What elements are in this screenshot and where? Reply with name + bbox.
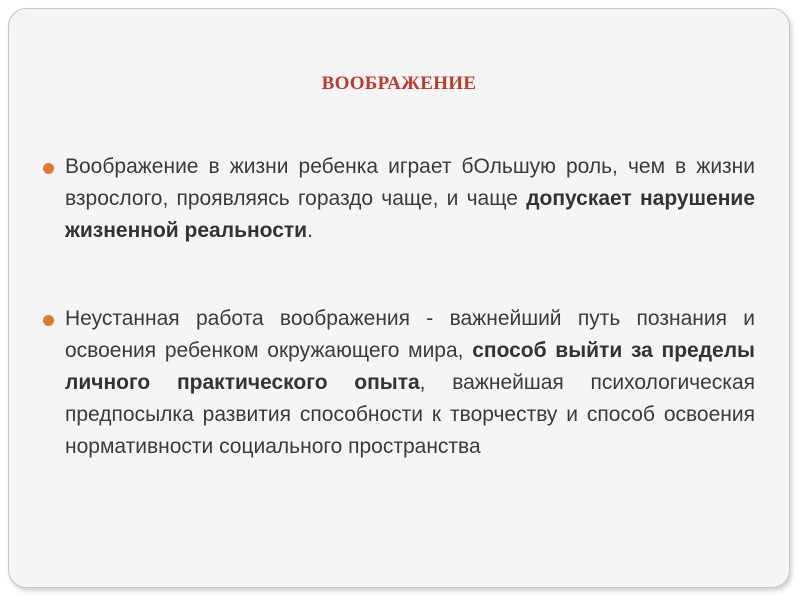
bullet-bold-text: способ выйти за пределы личного практического опыта — [65, 339, 755, 394]
slide — [8, 8, 790, 588]
bullet-text: Воображение в жизни ребенка играет бОльшую роль, чем в жизни взрослого, проявляясь гораздо чаще, и чаще — [65, 155, 755, 210]
bullet-item-1 — [65, 151, 755, 247]
bullet-text-end: , важнейшая психологическая предпосылка развития способности к творчеству и способ освоения нормативности социального пространства — [65, 371, 755, 458]
bullet-marker-icon — [43, 163, 54, 174]
bullet-text-end: . — [307, 219, 313, 242]
bullet-marker-icon — [43, 315, 54, 326]
bullet-item-2 — [65, 303, 755, 463]
slide-title: ВООБРАЖЕНИЕ — [321, 73, 477, 94]
bullet-bold-text: допускает нарушение жизненной реальности — [65, 187, 756, 242]
bullet-text: Неустанная работа воображения - важнейший путь познания и освоения ребенком окружающего мира, — [65, 307, 755, 362]
